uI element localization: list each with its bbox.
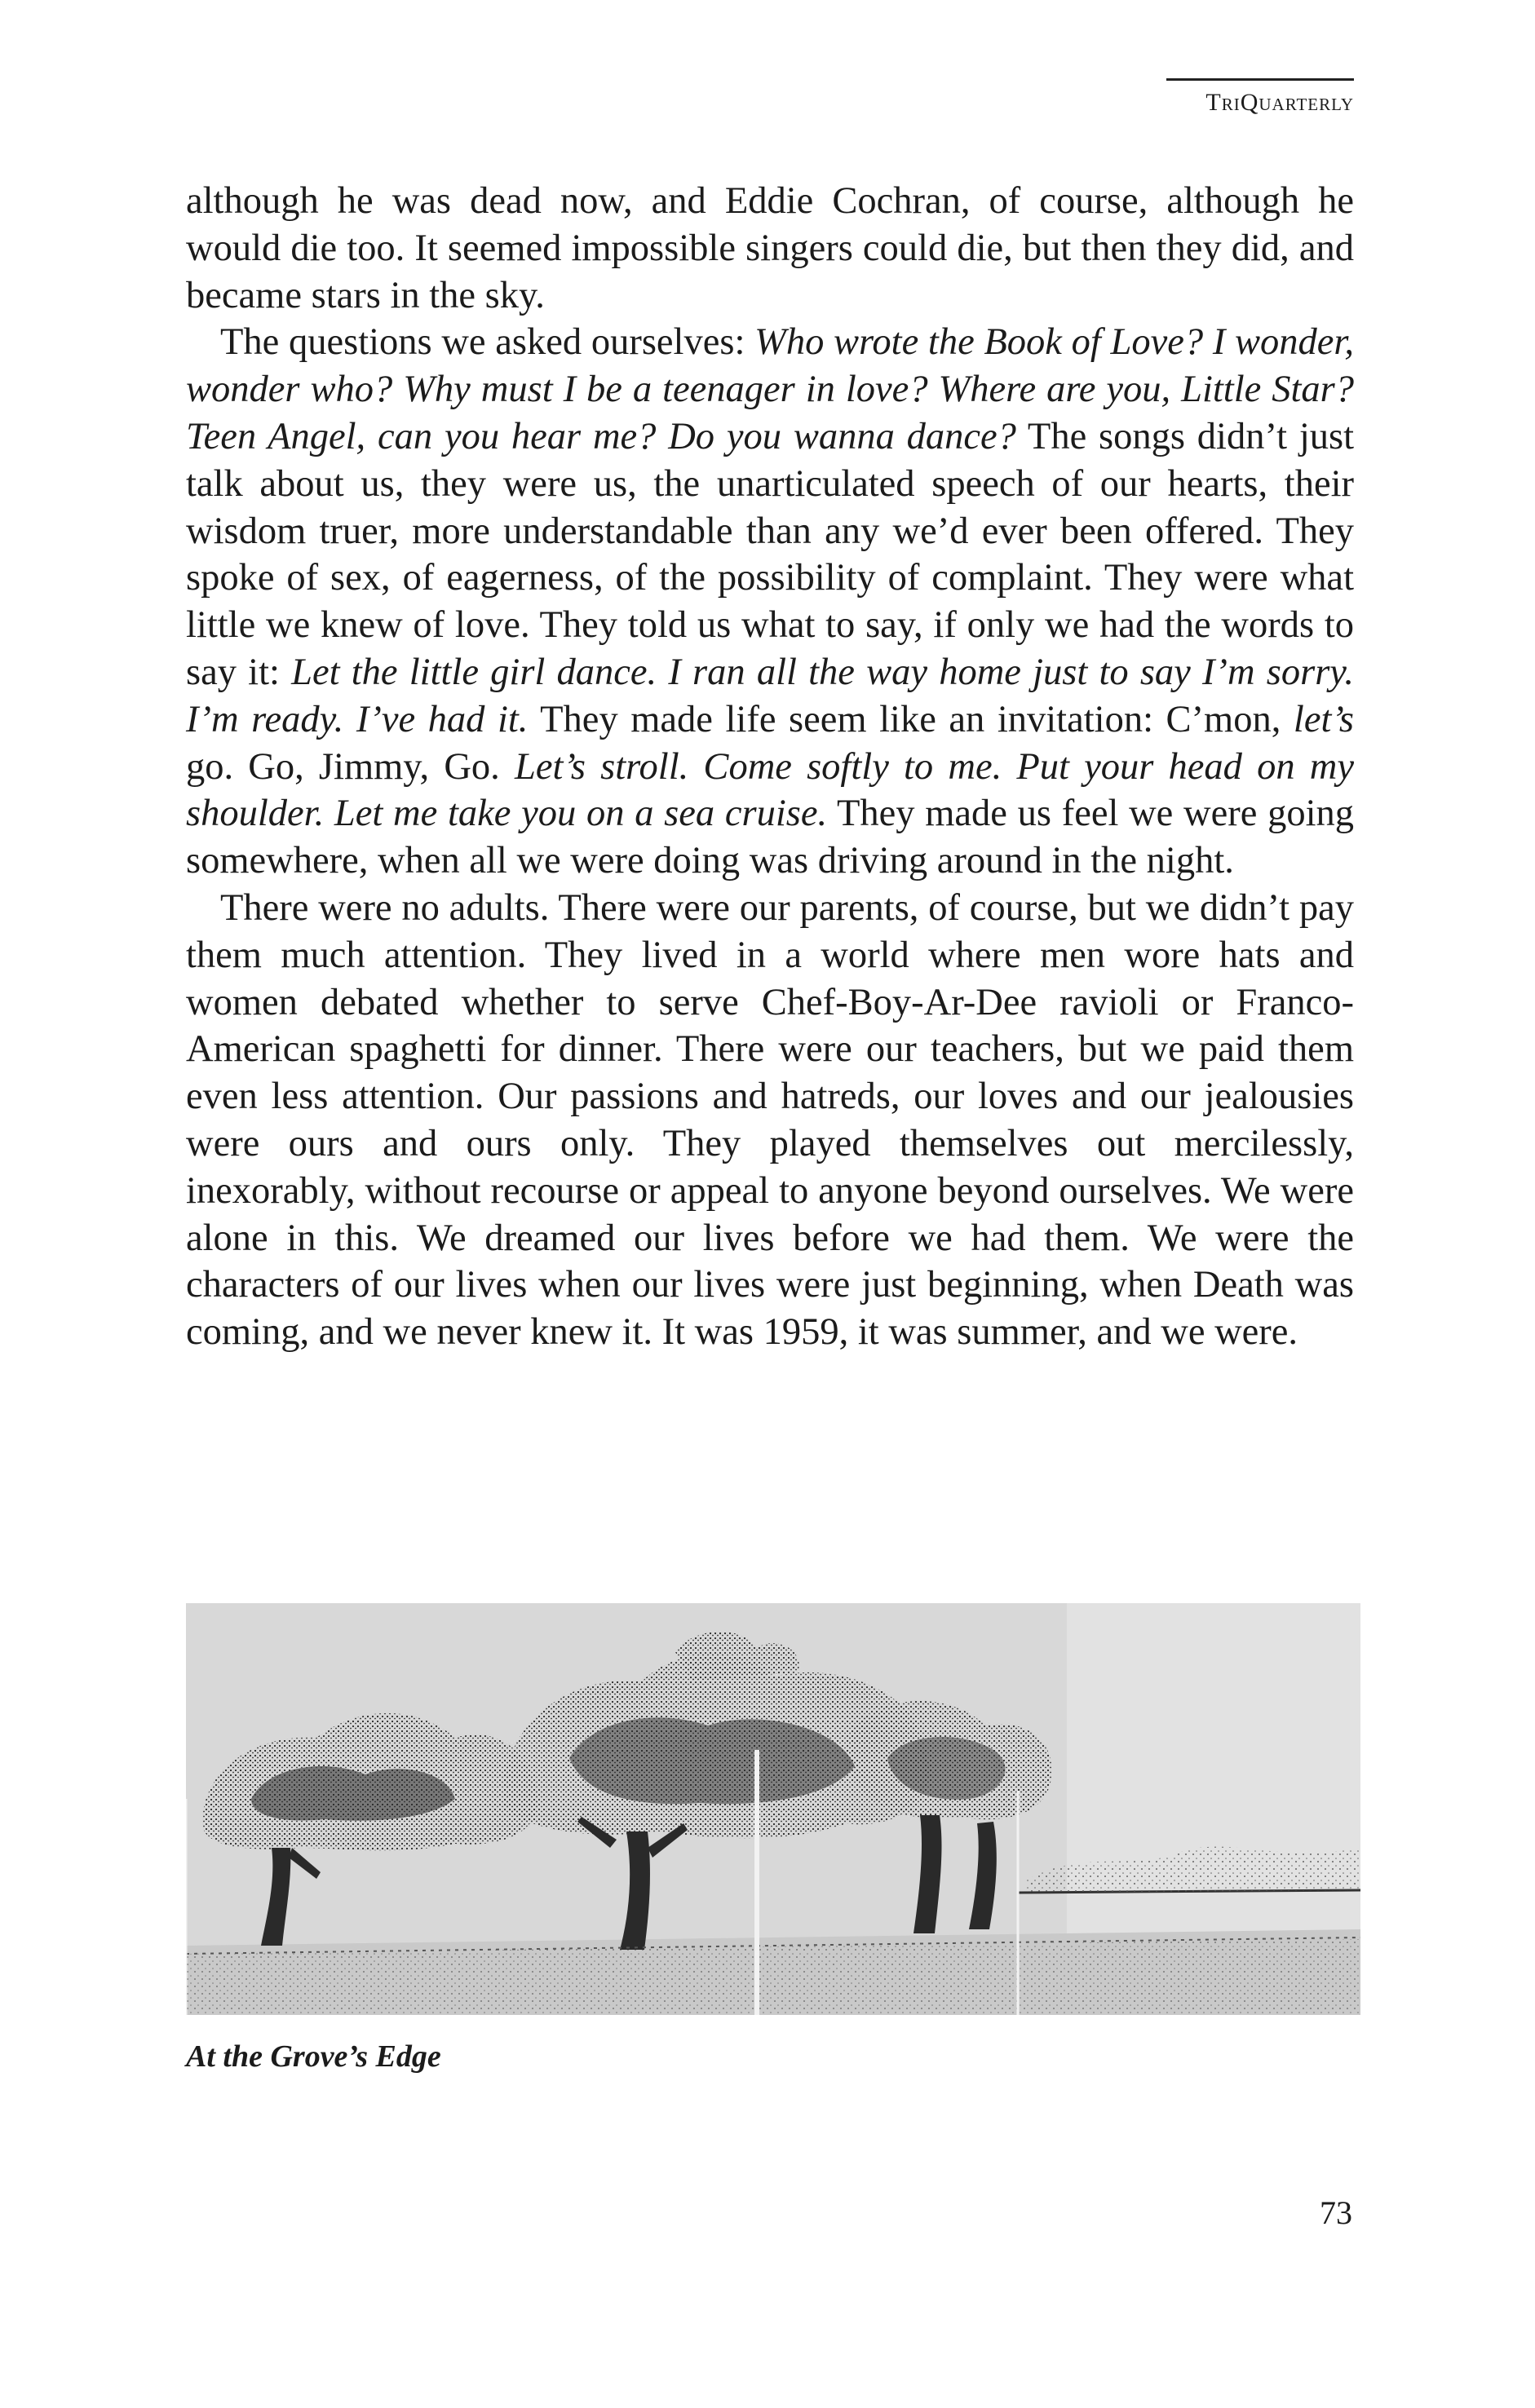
tree-grove-illustration-icon [186,1603,1360,2015]
body-paragraph [186,885,1354,1356]
grove-illustration [186,1603,1360,2015]
paragraph-text: They made us feel we were going somewhere, when all we were doing was driving around in the night. [186,793,1354,882]
paragraph-text: They made life seem like an invitation: C’mon, [528,698,1294,740]
paragraph-text: The questions we asked ourselves: [220,321,755,364]
italic-text: let’s [1293,698,1354,740]
body-paragraph [186,319,1354,885]
paragraph-text: The songs didn’t just talk about us, they were us, the unarticulated speech of our hearts, their wisdom truer, more understandable than any we’d ever been offered. They spoke of sex, of eagerness, of the possibility of complaint. They were what little we knew of love. They told us what to say, if only we had the words to say it: [186,415,1354,693]
page-number: 73 [1320,2194,1352,2231]
paragraph-text: There were no adults. There were our parents, of course, but we didn’t pay them much attention. They lived in a world where men wore hats and women debated whether to serve Chef-Boy-Ar-Dee ravioli or Franco-American spaghetti for dinner. There were our teachers, but we paid them even less attention. Our passions and hatreds, our loves and our jealousies were ours and ours only. They played themselves out mercilessly, inexorably, without recourse or appeal to anyone beyond ourselves. We were alone in this. We dreamed our lives before we had them. We were the characters of our lives when our lives were just beginning, when Death was coming, and we never knew it. It was 1959, it was summer, and we were. [186,886,1354,1354]
figure-caption: At the Grove’s Edge [186,2039,441,2074]
italic-text: Let’s stroll. Come softly to me. Put your head on my shoulder. Let me take you on a sea cruise. [186,745,1355,835]
paragraph-text: although he was dead now, and Eddie Cochran, of course, although he would die too. It seemed impossible singers could die, but then they did, and became stars in the sky. [186,180,1354,316]
italic-text: Who wrote the Book of Love? I wonder, wonder who? Why must I be a teenager in love? Where are you, Little Star? Teen Angel, can you hear me? Do you wanna dance? [186,321,1354,457]
italic-text: Let the little girl dance. I ran all the way home just to say I’m sorry. I’m ready. I’ve had it. [186,651,1354,740]
body-paragraph [186,178,1354,319]
running-head: TriQuarterly [1166,78,1354,117]
paragraph-text: go. Go, Jimmy, Go. [186,745,515,788]
body-text [186,178,1354,1356]
